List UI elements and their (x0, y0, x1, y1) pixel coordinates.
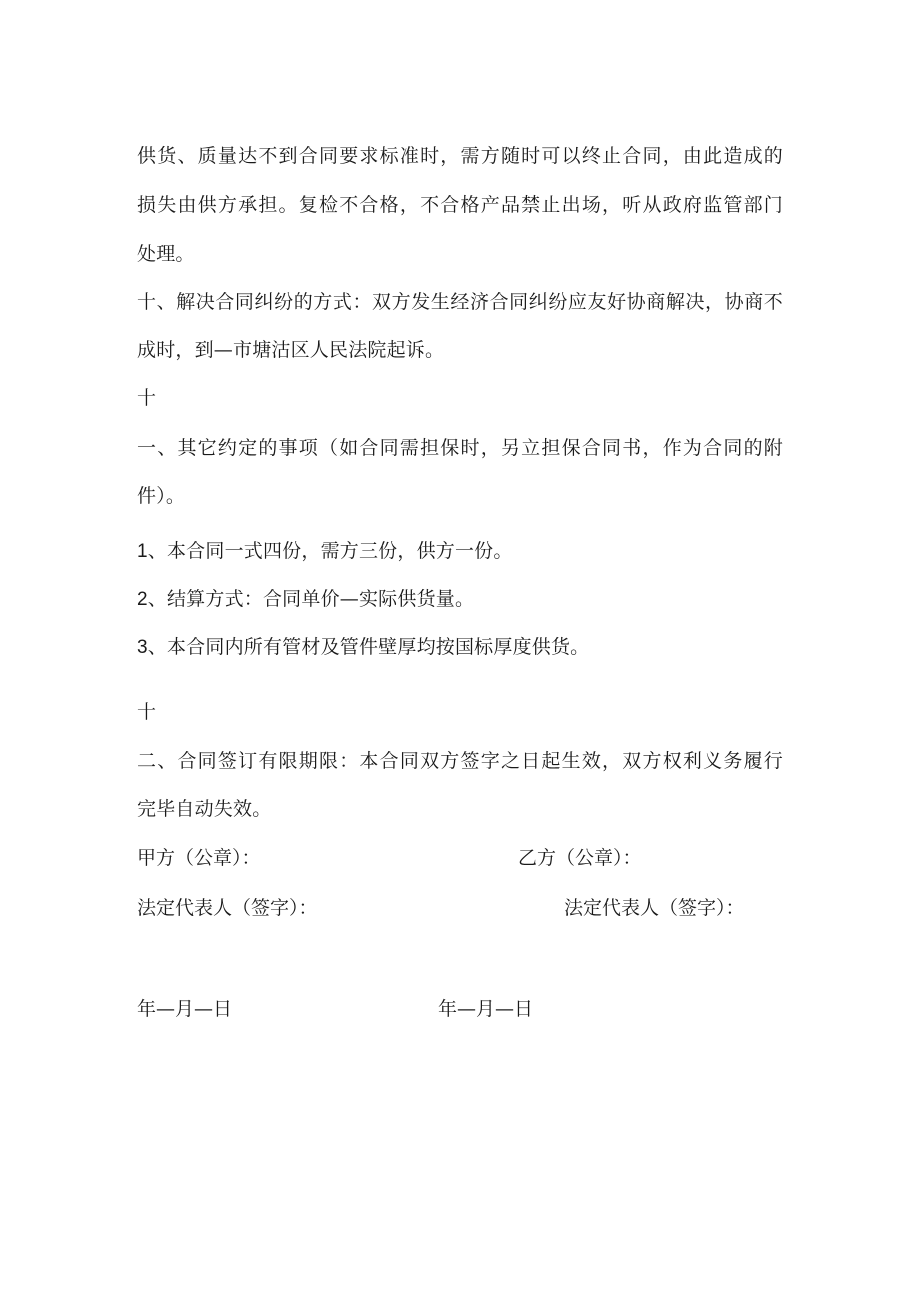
list-item-1-text: 、本合同一式四份，需方三份，供方一份。 (147, 540, 513, 562)
party-a-seal-label: 甲方（公章）： (137, 847, 261, 869)
list-item-2-number: 2 (137, 589, 148, 610)
section11-line-2: 件）。 (137, 485, 186, 507)
section9-line-2: 损失由供方承担。复检不合格，不合格产品禁止出场，听从政府监管部门 (137, 194, 783, 216)
list-item-3-text: 、本合同内所有管材及管件壁厚均按国标厚度供货。 (147, 636, 590, 658)
section10-line-2: 成时，到—市塘沽区人民法院起诉。 (137, 339, 445, 361)
list-item-3 (137, 635, 589, 660)
party-b-seal-label: 乙方（公章）： (518, 847, 642, 869)
list-item-2 (137, 587, 474, 612)
party-a-rep-label: 法定代表人（签字）： (137, 897, 318, 919)
section11-line-1: 一、其它约定的事项（如合同需担保时，另立担保合同书，作为合同的附 (137, 437, 783, 459)
list-item-3-number: 3 (137, 637, 148, 658)
section12-line-2: 完毕自动失效。 (137, 798, 272, 820)
section12-marker: 十 (137, 701, 157, 723)
section10-line-1: 十、解决合同纠纷的方式：双方发生经济合同纠纷应友好协商解决，协商不 (137, 291, 783, 313)
list-item-1-number: 1 (137, 541, 148, 562)
party-b-rep-label: 法定代表人（签字）： (564, 897, 745, 919)
section11-marker: 十 (137, 387, 157, 409)
party-b-date: 年—月—日 (438, 998, 534, 1020)
section9-line-3: 处理。 (137, 243, 195, 265)
section9-line-1: 供货、质量达不到合同要求标准时，需方随时可以终止合同，由此造成的 (137, 145, 783, 167)
list-item-1 (137, 539, 513, 564)
list-item-2-text: 、结算方式：合同单价—实际供货量。 (147, 588, 475, 610)
section12-line-1: 二、合同签订有限期限：本合同双方签字之日起生效，双方权利义务履行 (137, 750, 783, 772)
party-a-date: 年—月—日 (137, 998, 233, 1020)
